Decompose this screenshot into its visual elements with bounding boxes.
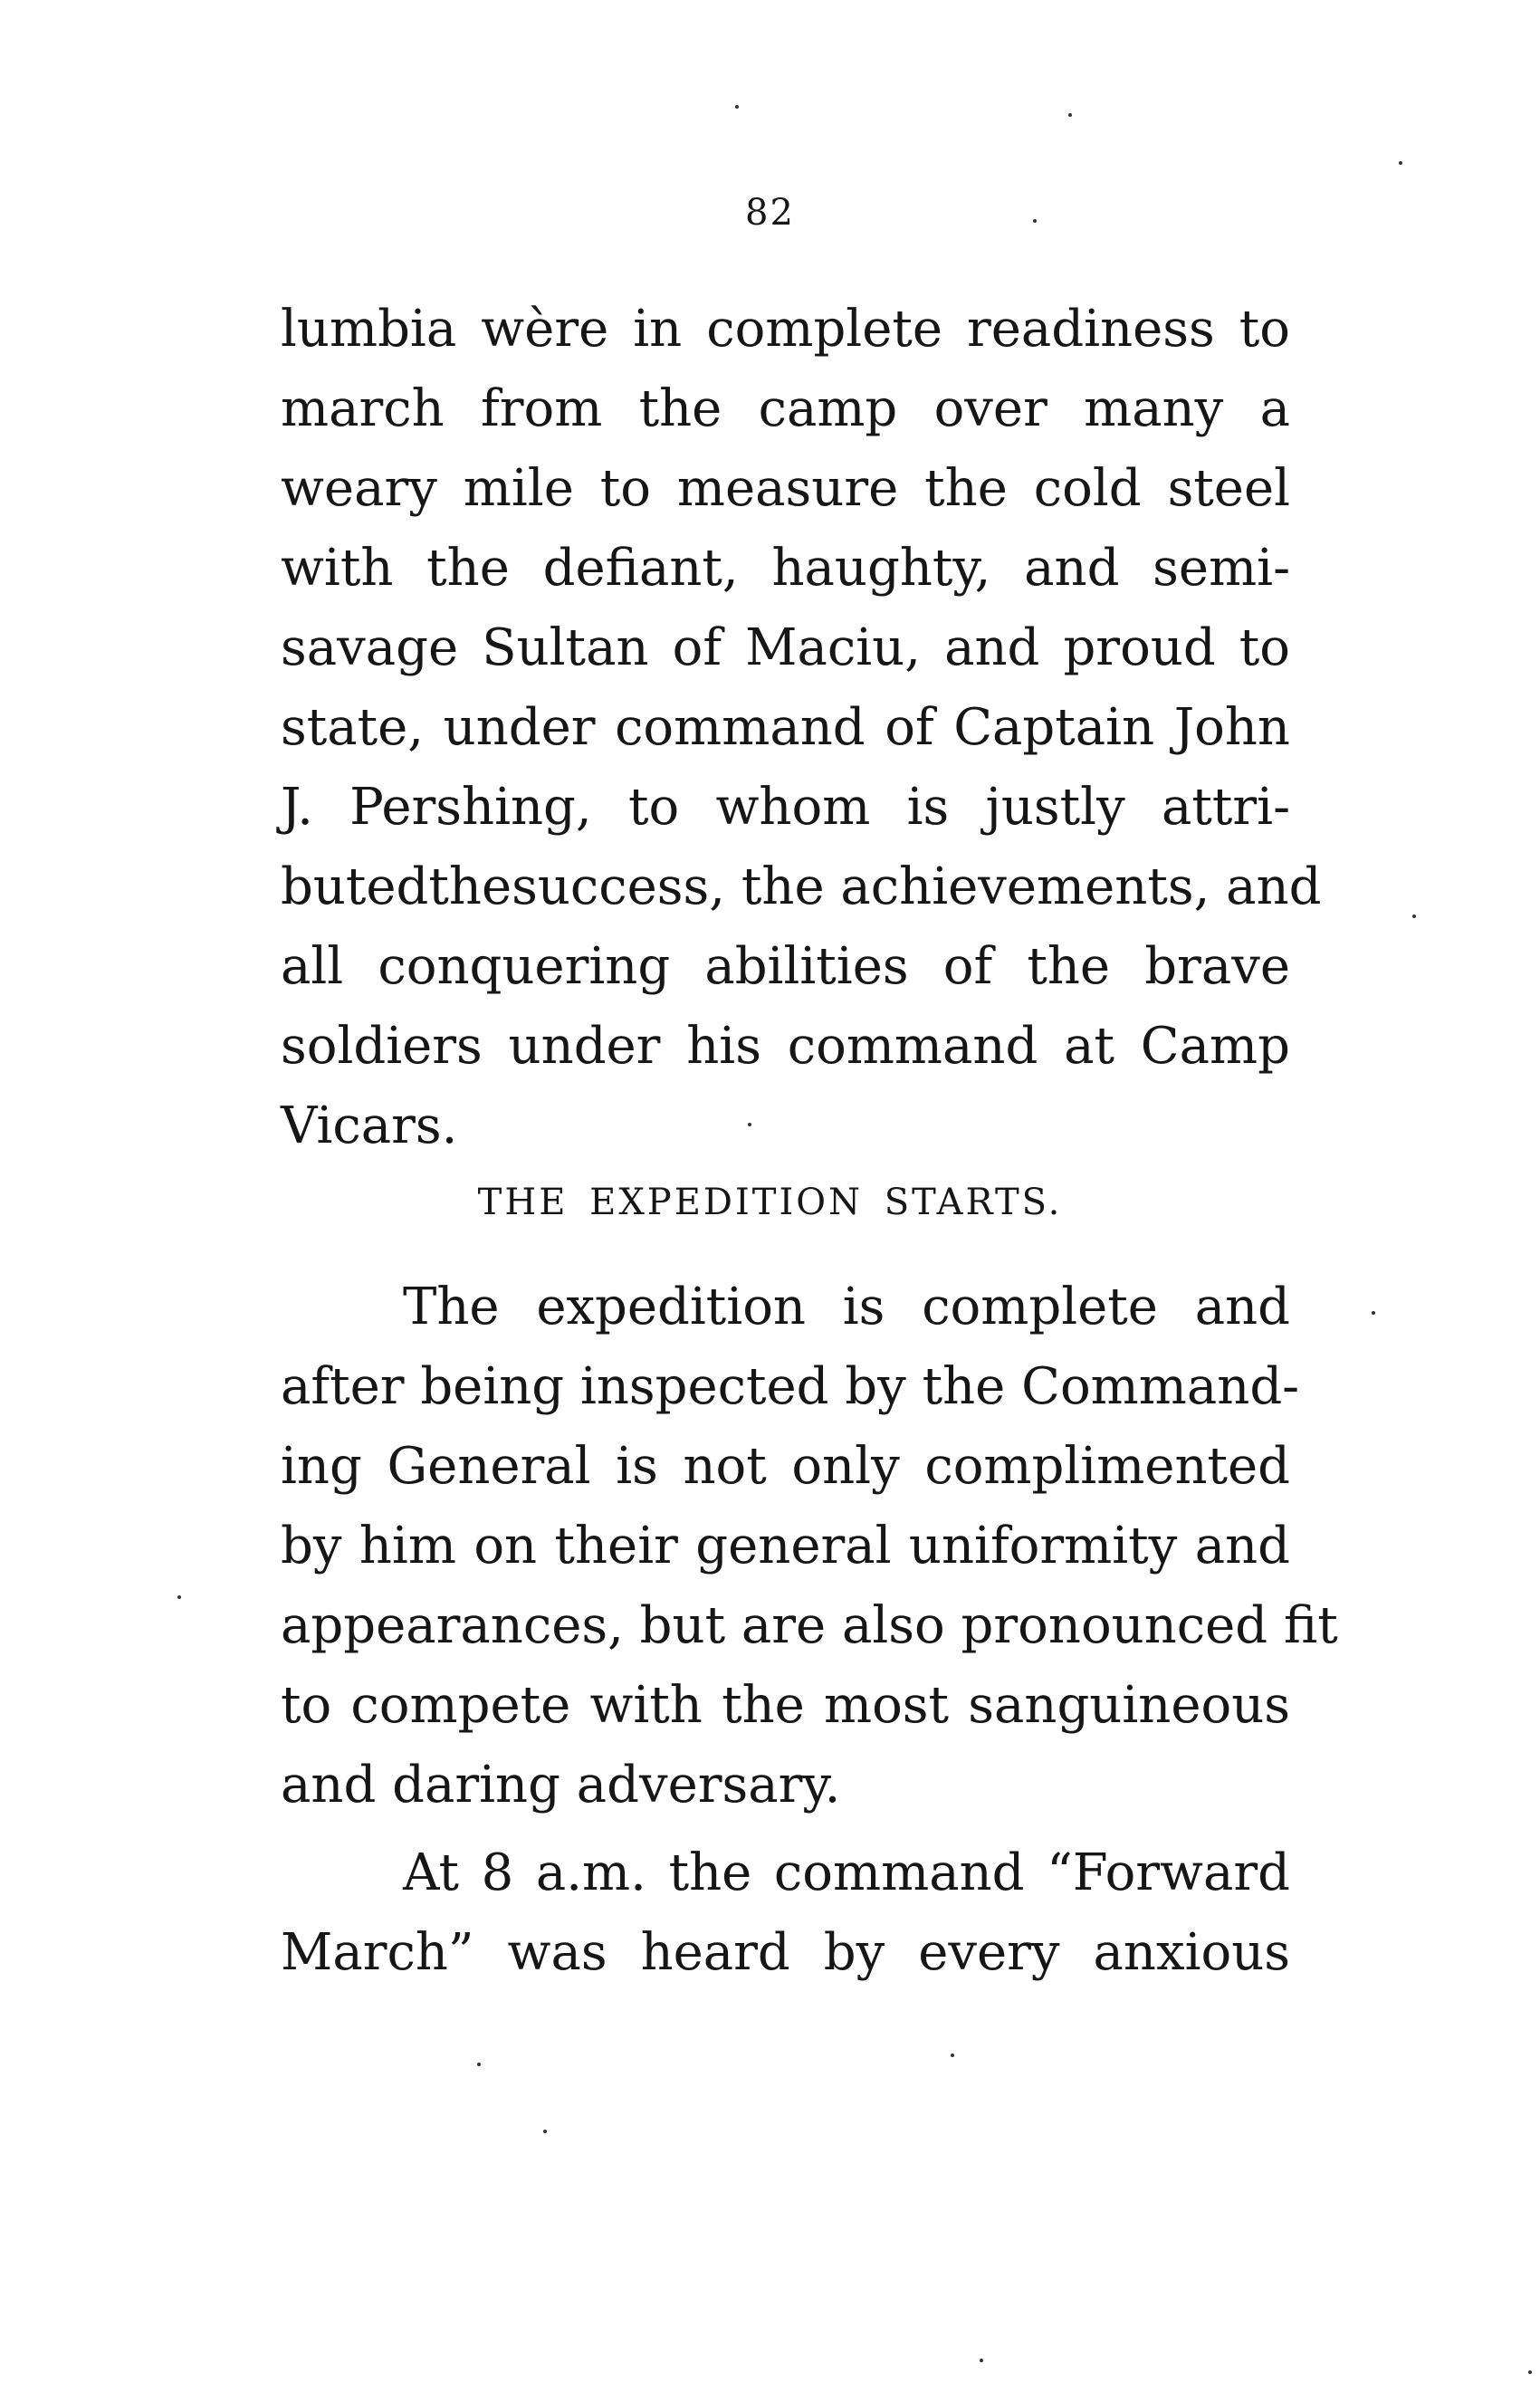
page-number: 82 <box>745 192 795 234</box>
text-line: all conquering abilities of the brave <box>281 937 1290 996</box>
text-line: appearances, but are also pronounced fit <box>281 1596 1338 1655</box>
text-line: march from the camp over many a <box>281 379 1290 438</box>
text-line: weary mile to measure the cold steel <box>281 459 1290 518</box>
text-line: March” was heard by every anxious <box>281 1923 1290 1982</box>
scan-speck <box>748 1123 751 1126</box>
text-line: to compete with the most sanguineous <box>281 1676 1290 1735</box>
text-line: by him on their general uniformity and <box>281 1517 1290 1575</box>
text-line: ing General is not only complimented <box>281 1437 1290 1496</box>
text-line: after being inspected by the Command- <box>281 1357 1300 1416</box>
text-line: soldiers under his command at Camp <box>281 1017 1290 1076</box>
scan-speck <box>735 105 739 109</box>
section-heading: THE EXPEDITION STARTS. <box>477 1182 1063 1223</box>
scan-speck <box>543 2130 547 2133</box>
scan-speck <box>1412 914 1416 918</box>
text-line: with the defiant, haughty, and semi- <box>281 539 1290 598</box>
text-line: savage Sultan of Maciu, and proud to <box>281 618 1290 677</box>
text-line: J. Pershing, to whom is justly attri- <box>281 778 1290 837</box>
scan-speck <box>477 2063 481 2066</box>
scan-speck <box>1372 1311 1375 1315</box>
text-line: At 8 a.m. the command “Forward <box>403 1843 1290 1902</box>
scan-speck <box>951 2054 954 2057</box>
text-line: lumbia wère in complete readiness to <box>281 300 1290 359</box>
text-line: Vicars. <box>281 1096 458 1155</box>
text-line: butedthesuccess, the achievements, and <box>281 857 1322 916</box>
scan-speck <box>1528 2370 1532 2374</box>
scan-speck <box>177 1595 181 1599</box>
text-line: state, under command of Captain John <box>281 698 1290 757</box>
scan-speck <box>980 2359 983 2362</box>
text-line: The expedition is complete and <box>403 1278 1290 1336</box>
scan-speck <box>1033 219 1037 223</box>
scan-speck <box>1399 161 1402 165</box>
text-line: and daring adversary. <box>281 1756 841 1814</box>
scan-speck <box>1068 113 1072 117</box>
